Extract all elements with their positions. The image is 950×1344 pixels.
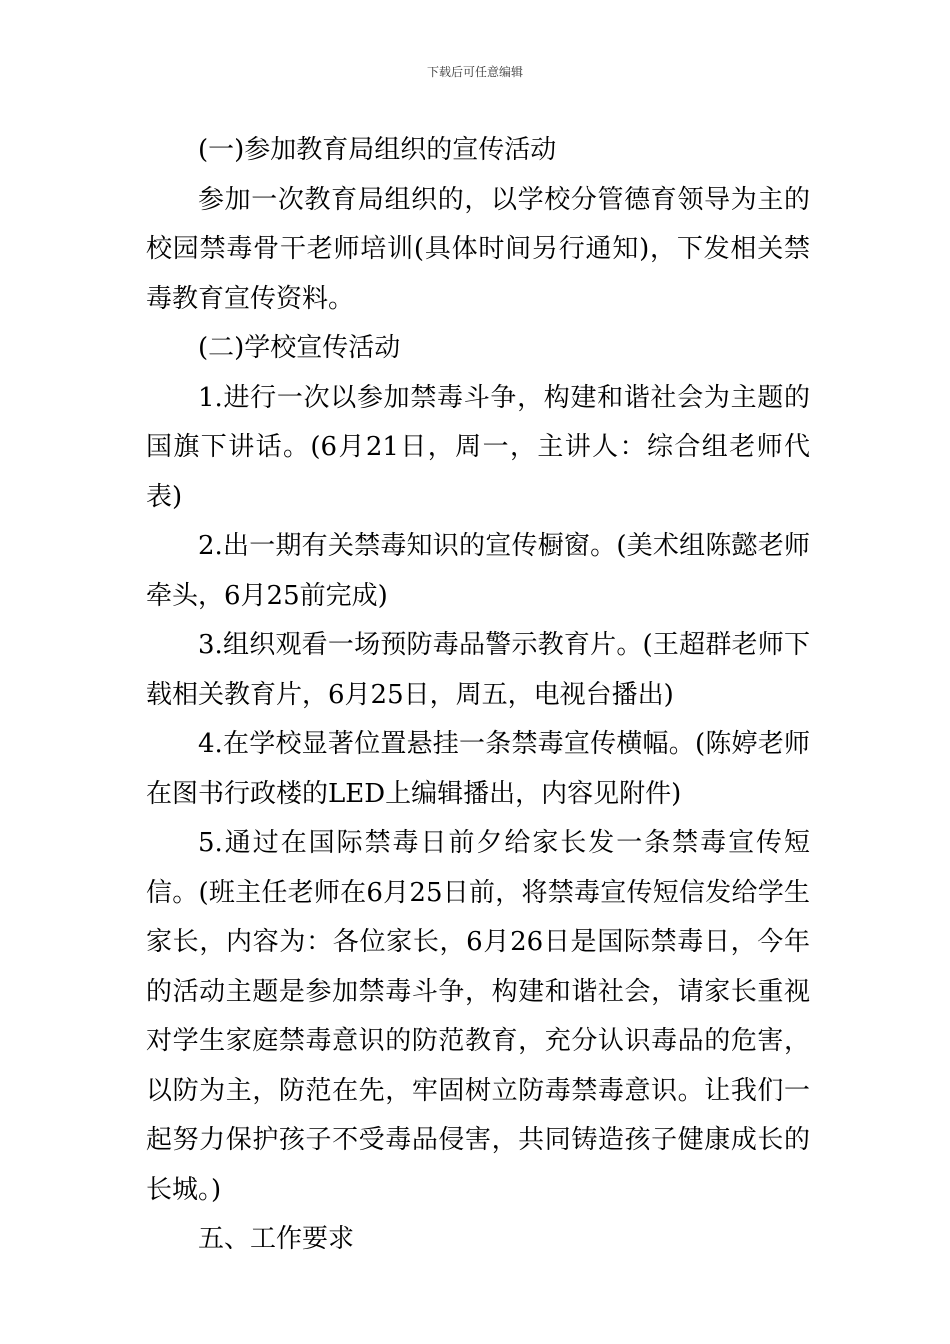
section-heading-work-requirements: 五、工作要求 bbox=[198, 1224, 355, 1254]
list-item-display-window: 2.出一期有关禁毒知识的宣传橱窗。(美术组陈懿老师牵头，6月25前完成) bbox=[146, 531, 810, 611]
document-body bbox=[146, 126, 810, 1265]
list-item-flag-speech: 1.进行一次以参加禁毒斗争，构建和谐社会为主题的国旗下讲话。(6月21日，周一，主讲人：综合组老师代表) bbox=[146, 382, 810, 512]
list-item-banner: 4.在学校显著位置悬挂一条禁毒宣传横幅。(陈婷老师在图书行政楼的LED上编辑播出，内容见附件) bbox=[146, 729, 810, 809]
list-item-parent-sms: 5.通过在国际禁毒日前夕给家长发一条禁毒宣传短信。(班主任老师在6月25日前，将禁毒宣传短信发给学生家长，内容为：各位家长，6月26日是国际禁毒日，今年的活动主题是参加禁毒斗争，构建和谐社会，请家长重视对学生家庭禁毒意识的防范教育，充分认识毒品的危害，以防为主，防范在先，牢固树立防毒禁毒意识。让我们一起努力保护孩子不受毒品侵害，共同铸造孩子健康成长的长城。) bbox=[146, 828, 810, 1205]
list-item-education-film: 3.组织观看一场预防毒品警示教育片。(王超群老师下载相关教育片，6月25日，周五，电视台播出) bbox=[146, 630, 810, 710]
section-heading-school-activities: (二)学校宣传活动 bbox=[198, 333, 401, 363]
page-header-note: 下载后可任意编辑 bbox=[426, 65, 523, 79]
paragraph-training: 参加一次教育局组织的，以学校分管德育领导为主的校园禁毒骨干老师培训(具体时间另行通知)，下发相关禁毒教育宣传资料。 bbox=[146, 184, 810, 314]
section-heading-publicity-bureau: (一)参加教育局组织的宣传活动 bbox=[198, 135, 557, 165]
